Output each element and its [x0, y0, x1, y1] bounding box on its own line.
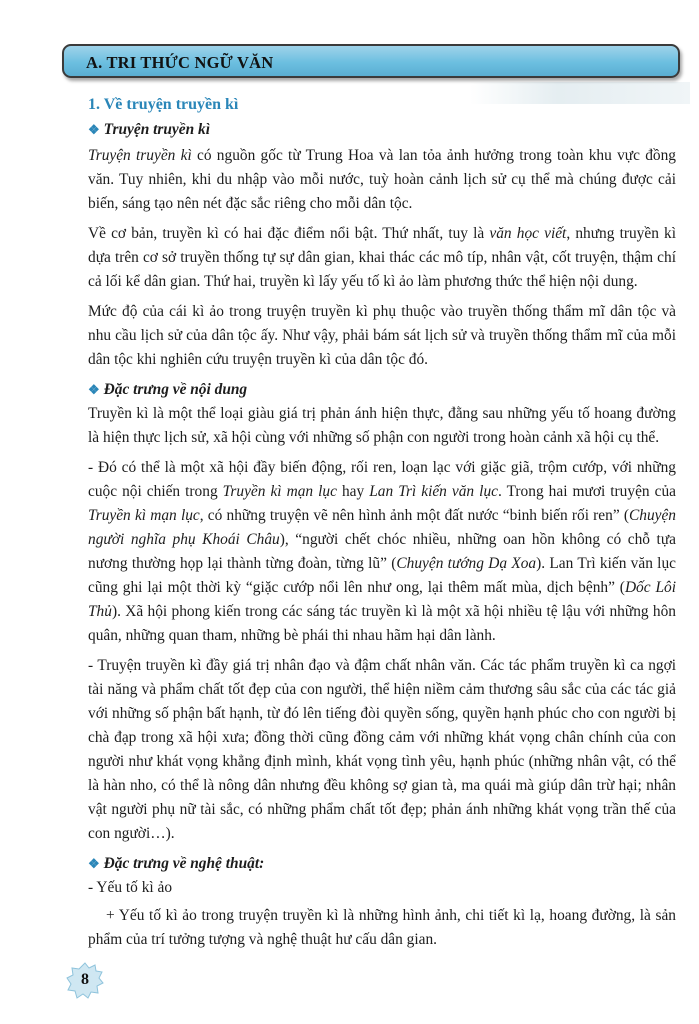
paragraph-text: . Trong hai mươi truyện của: [497, 483, 676, 500]
work-title: Chuyện người nghĩa phụ Khoái Châu: [88, 507, 676, 548]
paragraph-text: - Đó có thể là một xã hội đầy biến động, rối ren, loạn lạc với giặc giã, trộm cướp, với những cuộc nội chiến trong: [88, 459, 676, 500]
page-number: 8: [81, 971, 89, 988]
subheading-text: Đặc trưng về nghệ thuật:: [103, 855, 265, 872]
subheading-text: Đặc trưng về nội dung: [103, 381, 248, 398]
paragraph-two-features: [88, 222, 676, 294]
work-title: Chuyện tướng Dạ Xoa: [396, 555, 537, 572]
paragraph-text: , nhưng truyền kì dựa trên cơ sở truyền thống tự sự dân gian, khai thác các mô típ, nhân vật, cốt truyện, thậm chí cả lối kể dân gian. Thứ hai, truyền kì lấy yếu tố kì ảo làm phương thức thể hiện nội dung.: [88, 225, 676, 290]
section-banner: [62, 44, 680, 78]
section-title: A. TRI THỨC NGỮ VĂN: [86, 53, 274, 72]
paragraph-plus-detail: + Yếu tố kì ảo trong truyện truyền kì là những hình ảnh, chi tiết kì lạ, hoang đường, là sản phẩm của trí tưởng tượng và nghệ thuật hư cấu dân gian.: [88, 907, 676, 948]
diamond-bullet-icon: ❖: [88, 382, 100, 397]
paragraph-reality: Truyền kì là một thể loại giàu giá trị phản ánh hiện thực, đằng sau những yếu tố hoang đường là hiện thực lịch sử, xã hội cùng với những số phận con người trong hoàn cảnh xã hội cụ thể.: [88, 405, 676, 446]
subheading-noi-dung: [88, 378, 676, 402]
paragraph-text: Về cơ bản, truyền kì có hai đặc điểm nổi bật. Thứ nhất, tuy là: [88, 225, 490, 242]
list-item-yeu-to-ki-ao: - Yếu tố kì ảo: [88, 879, 173, 896]
work-title: Lan Trì kiến văn lục: [369, 483, 498, 500]
work-title: Dốc Lôi Thủ: [88, 579, 676, 620]
work-title: Truyền kì mạn lục: [88, 507, 200, 524]
paragraph-text: , có những truyện vẽ nên hình ảnh một đất nước “binh biến rối ren” (: [199, 507, 629, 524]
subheading-text: Truyện truyền kì: [103, 121, 210, 138]
paragraph-origin: [88, 144, 676, 216]
paragraph-degree: Mức độ của cái kì ảo trong truyện truyền kì phụ thuộc vào truyền thống thẩm mĩ dân tộc và nhu cầu lịch sử của dân tộc ấy. Như vậy, phải bám sát lịch sử và truyền thống thẩm mĩ của mỗi dân tộc khi nghiên cứu truyện truyền kì của dân tộc đó.: [88, 303, 676, 368]
diamond-bullet-icon: ❖: [88, 122, 100, 137]
paragraph-text: ). Xã hội phong kiến trong các sáng tác truyền kì là một xã hội nhiều tệ lậu với những hôn quân, những quan tham, những bè phái thi nhau hãm hại dân lành.: [88, 603, 676, 644]
work-title: Truyền kì mạn lục: [222, 483, 337, 500]
main-content: [88, 88, 676, 952]
subheading-truyen-truyen-ki: [88, 118, 676, 142]
paragraph-text: hay: [336, 483, 370, 500]
page-number-badge: [66, 962, 104, 1000]
term-truyen-truyen-ki: Truyện truyền kì: [88, 147, 192, 164]
paragraph-humanity: - Truyện truyền kì đầy giá trị nhân đạo và đậm chất nhân văn. Các tác phẩm truyền kì ca ngợi tài năng và phẩm chất tốt đẹp của con người, thể hiện niềm cảm thương sâu sắc của các tác giả với những số phận bất hạnh, từ đó lên tiếng đòi quyền sống, quyền hạnh phúc cho con người bị chà đạp trong xã hội xưa; đồng thời cũng đồng cảm với những khát vọng chân chính của con người như khát vọng khẳng định mình, khát vọng tình yêu, hạnh phúc (những nhân vật, có thể là hàn nho, có thể là nông dân nhưng đều không sợ gian tà, ma quái mà giúp dân trừ hại; nhân vật người phụ nữ tài sắc, có những phẩm chất tốt đẹp; phản ánh những khát vọng trần thế của con người…).: [88, 657, 676, 842]
paragraph-society: [88, 456, 676, 648]
heading-ve-truyen-truyen-ki: 1. Về truyện truyền kì: [88, 96, 239, 113]
diamond-bullet-icon: ❖: [88, 856, 100, 871]
subheading-nghe-thuat: [88, 852, 676, 876]
paragraph-text: ), “người chết chóc nhiều, những oan hồn không có chỗ tựa nương thường họp lại thành từng đoàn, từng lũ” (: [88, 531, 676, 572]
paragraph-origin-text: có nguồn gốc từ Trung Hoa và lan tỏa ảnh hưởng trong toàn khu vực đồng văn. Tuy nhiên, khi du nhập vào mỗi nước, tuỳ hoàn cảnh lịch sử cụ thể mà chúng được cải biến, sáng tạo nên nét đặc sắc riêng cho mỗi dân tộc.: [88, 147, 677, 212]
paragraph-text: ). Lan Trì kiến văn lục cũng ghi lại một thời kỳ “giặc cướp nổi lên như ong, lại thêm mất mùa, dịch bệnh” (: [88, 555, 676, 596]
term-van-hoc-viet: văn học viết: [489, 225, 567, 242]
